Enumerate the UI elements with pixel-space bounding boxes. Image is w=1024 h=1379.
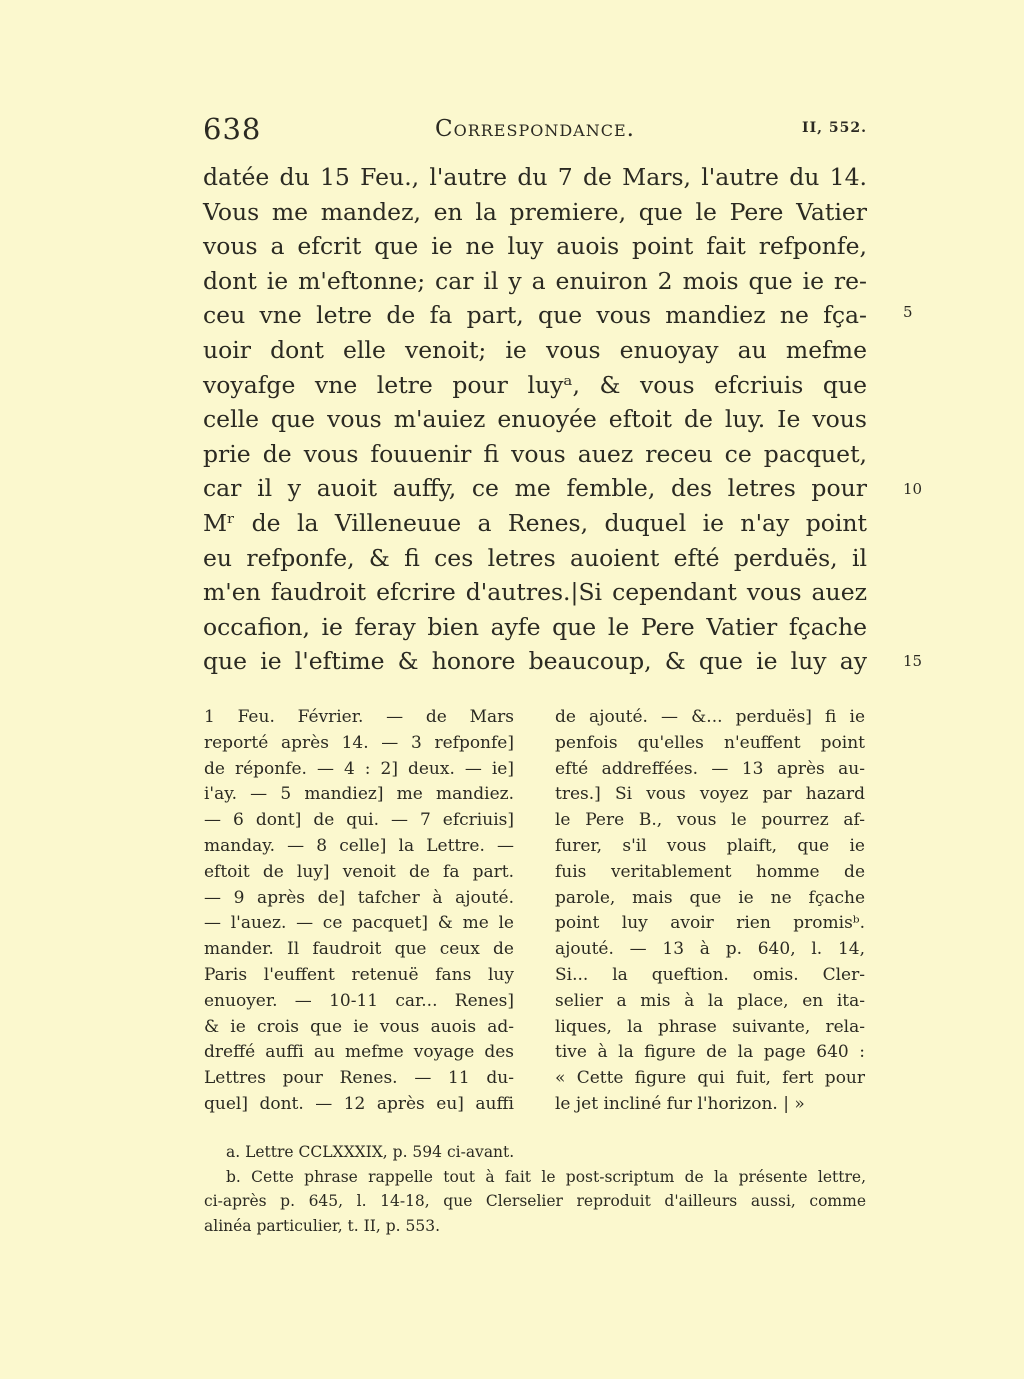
variant-line: Si... la queftion. omis. Cler- [555,964,865,985]
text-line: eu refponfe, & fi ces letres auoient efté perduës, il [203,543,867,572]
variant-line: de ajouté. — &... perduës] fi ie [555,707,865,727]
text-line: datée du 15 Feu., l'autre du 7 de Mars, l'autre du 14. [203,163,867,191]
text-line: prie de vous fouuenir fi vous auez receu ce pacquet, [203,439,867,468]
variant-line: tres.] Si vous voyez par hazard [555,784,865,805]
variant-line: mander. Il faudroit que ceux de [204,939,514,960]
variant-line: manday. — 8 celle] la Lettre. — [204,835,514,856]
variant-line: & ie crois que ie vous auois ad- [204,1016,514,1037]
variant-line: le Pere B., vous le pourrez af- [555,810,865,831]
variant-line: — l'auez. — ce pacquet] & me le [204,913,514,934]
margin-line-number: 15 [903,652,923,670]
variant-line: efté addreffées. — 13 après au- [555,758,865,779]
margin-line-number: 5 [903,303,913,321]
footnote-b-continued: alinéa particulier, t. II, p. 553. [204,1216,441,1235]
text-line: dont ie m'eftonne; car il y a enuiron 2 mois que ie re- [203,266,867,295]
variant-line: eftoit de luy] venoit de fa part. [204,861,514,882]
variant-line: enuoyer. — 10-11 car... Renes] [204,990,514,1011]
variant-line: Lettres pour Renes. — 11 du- [204,1068,514,1089]
variant-line: fuis veritablement homme de [555,861,865,882]
variant-line: furer, s'il vous plaift, que ie [555,835,865,856]
text-line: voyafge vne letre pour luyᵃ, & vous efcriuis que [203,370,867,399]
text-line: uoir dont elle venoit; ie vous enuoyay au mefme [203,335,867,364]
footnotes [204,1140,866,1238]
text-line: Mʳ de la Villeneuue a Renes, duquel ie n'ay point [203,508,867,537]
variant-line: i'ay. — 5 mandiez] me mandiez. [204,784,514,805]
variant-line: dreffé auffi au mefme voyage des [204,1042,514,1063]
variant-line: selier a mis à la place, en ita- [555,990,865,1011]
variant-line: ajouté. — 13 à p. 640, l. 14, [555,939,865,960]
footnote-b-continued: ci-après p. 645, l. 14-18, que Clerselier reproduit d'ailleurs aussi, comme [204,1192,866,1210]
edition-reference: II, 552. [802,120,867,136]
page-number: 638 [203,112,262,146]
variants-right-column [555,705,865,1118]
variant-line: liques, la phrase suivante, rela- [555,1016,865,1037]
text-line: vous a efcrit que ie ne luy auois point fait refponfe, [203,232,867,261]
variant-line: — 6 dont] de qui. — 7 efcriuis] [204,810,514,831]
variant-line: parole, mais que ie ne fçache [555,887,865,908]
variant-line: le jet incliné fur l'horizon. | » [555,1093,805,1114]
variant-line: Paris l'euffent retenuë fans luy [204,964,514,985]
running-title: Correspondance. [435,116,635,142]
variant-line: 1 Feu. Février. — de Mars [204,707,514,727]
margin-line-number: 10 [903,480,923,498]
main-text [203,160,867,679]
variant-line: — 9 après de] tafcher à ajouté. [204,887,514,908]
text-line: car il y auoit auffy, ce me femble, des letres pour [203,474,867,503]
footnote-b: b. Cette phrase rappelle tout à fait le post-scriptum de la présente lettre, [226,1167,866,1186]
text-line: ceu vne letre de fa part, que vous mandiez ne fça- [203,301,867,330]
text-line: m'en faudroit efcrire d'autres.|Si cependant vous auez [203,578,867,607]
text-line: que ie l'eftime & honore beaucoup, & que ie luy ay [203,647,867,676]
footnote-a: a. Lettre CCLXXXIX, p. 594 ci-avant. [226,1143,515,1161]
variant-line: quel] dont. — 12 après eu] auffi [204,1093,514,1114]
text-line: Vous me mandez, en la premiere, que le Pere Vatier [203,197,867,226]
variants-left-column [204,705,514,1118]
variant-line: de réponfe. — 4 : 2] deux. — ie] [204,758,514,779]
variant-line: tive à la figure de la page 640 : [555,1042,865,1063]
text-line: celle que vous m'auiez enuoyée eftoit de luy. Ie vous [203,405,867,434]
variant-line: « Cette figure qui fuit, fert pour [555,1068,865,1089]
variant-line: point luy avoir rien promisᵇ. [555,913,865,934]
text-line: occafion, ie feray bien ayfe que le Pere Vatier fçache [203,612,867,641]
variant-line: reporté après 14. — 3 refponfe] [204,732,514,753]
variant-line: penfois qu'elles n'euffent point [555,732,865,753]
page-header [203,112,867,152]
